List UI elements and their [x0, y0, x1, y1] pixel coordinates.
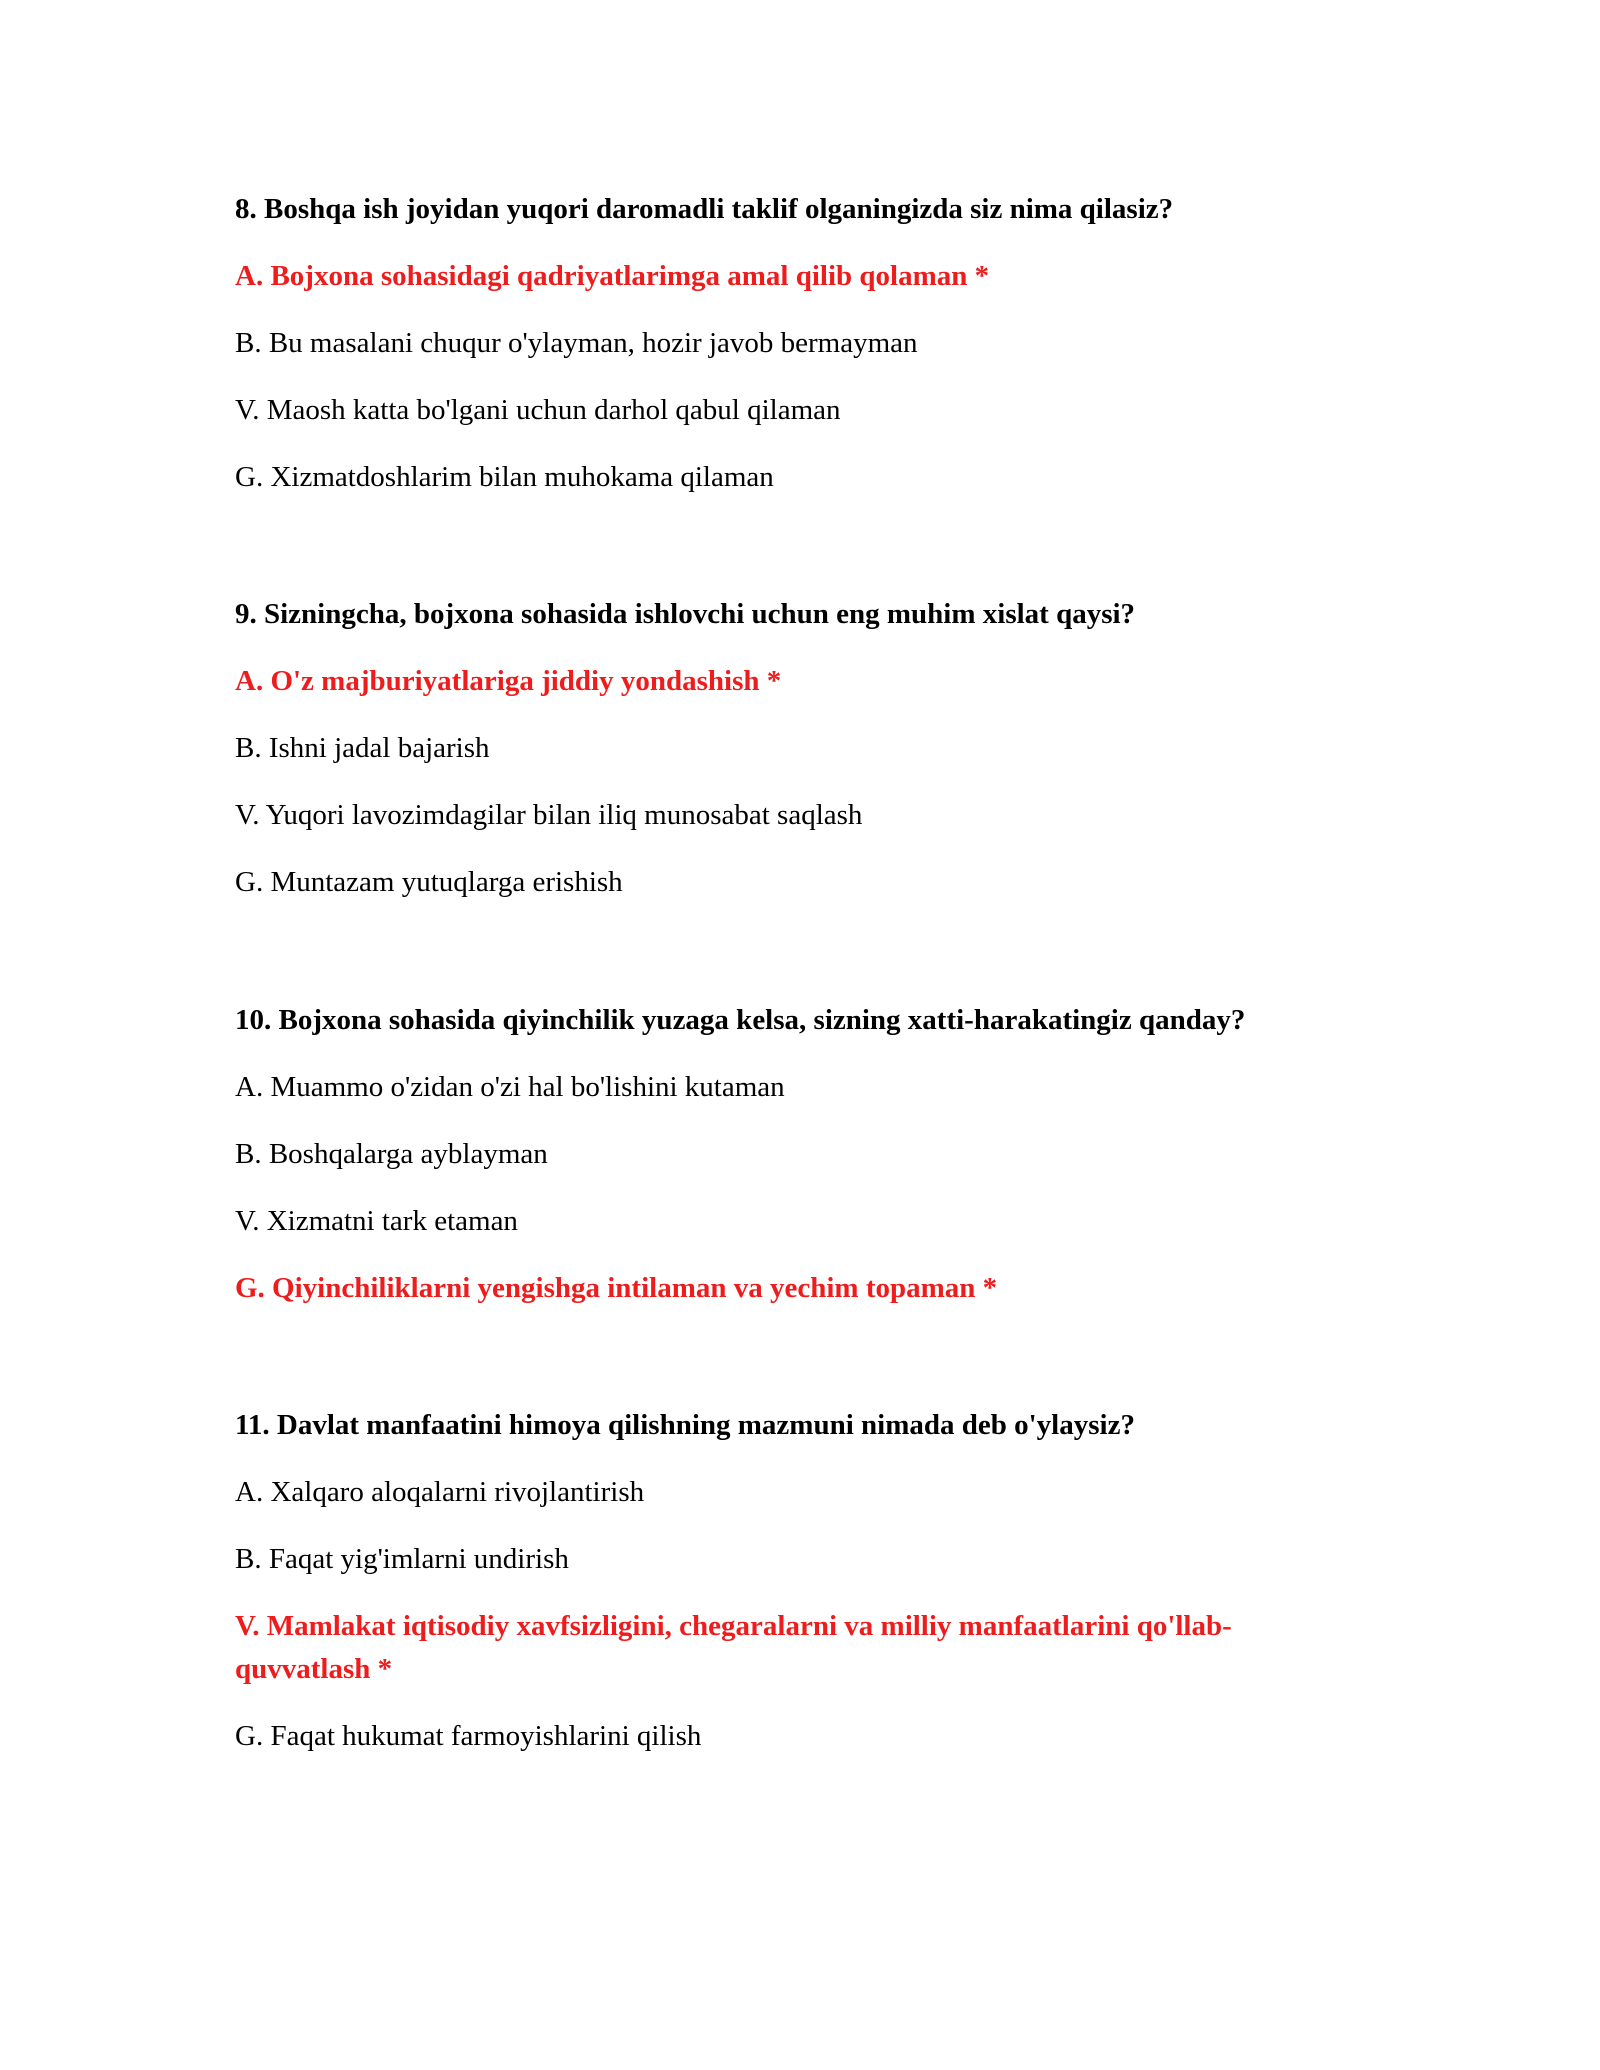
- question-9-option-v: V. Yuqori lavozimdagilar bilan iliq munosabat saqlash: [235, 799, 863, 831]
- question-8-option-a: A. Bojxona sohasidagi qadriyatlarimga amal qilib qolaman *: [235, 260, 990, 292]
- question-9-option-g: G. Muntazam yutuqlarga erishish: [235, 866, 623, 898]
- question-block-10: [235, 999, 1365, 1334]
- question-block-9: [235, 593, 1365, 928]
- question-8-option-g: G. Xizmatdoshlarim bilan muhokama qilaman: [235, 461, 774, 493]
- question-9-text: 9. Sizningcha, bojxona sohasida ishlovchi uchun eng muhim xislat qaysi?: [235, 598, 1136, 630]
- question-11-option-a: A. Xalqaro aloqalarni rivojlantirish: [235, 1476, 645, 1508]
- question-11-option-v: V. Mamlakat iqtisodiy xavfsizligini, chegaralarni va milliy manfaatlarini qo'llab-quvvatlash *: [235, 1610, 1232, 1685]
- question-11-option-g: G. Faqat hukumat farmoyishlarini qilish: [235, 1720, 702, 1752]
- question-block-8: [235, 188, 1365, 523]
- question-8-option-b: B. Bu masalani chuqur o'ylayman, hozir javob bermayman: [235, 327, 918, 359]
- question-10-option-a: A. Muammo o'zidan o'zi hal bo'lishini kutaman: [235, 1071, 785, 1103]
- question-8-text: 8. Boshqa ish joyidan yuqori daromadli taklif olganingizda siz nima qilasiz?: [235, 193, 1174, 225]
- question-10-text: 10. Bojxona sohasida qiyinchilik yuzaga kelsa, sizning xatti-harakatingiz qanday?: [235, 1004, 1246, 1036]
- question-11-option-b: B. Faqat yig'imlarni undirish: [235, 1543, 569, 1575]
- question-10-option-g: G. Qiyinchiliklarni yengishga intilaman va yechim topaman *: [235, 1272, 998, 1304]
- question-10-option-v: V. Xizmatni tark etaman: [235, 1205, 518, 1237]
- question-10-option-b: B. Boshqalarga ayblayman: [235, 1138, 548, 1170]
- question-9-option-a: A. O'z majburiyatlariga jiddiy yondashish *: [235, 665, 782, 697]
- question-9-option-b: B. Ishni jadal bajarish: [235, 732, 490, 764]
- question-8-option-v: V. Maosh katta bo'lgani uchun darhol qabul qilaman: [235, 394, 841, 426]
- question-11-text: 11. Davlat manfaatini himoya qilishning mazmuni nimada deb o'ylaysiz?: [235, 1409, 1135, 1441]
- question-block-11: [235, 1404, 1365, 1782]
